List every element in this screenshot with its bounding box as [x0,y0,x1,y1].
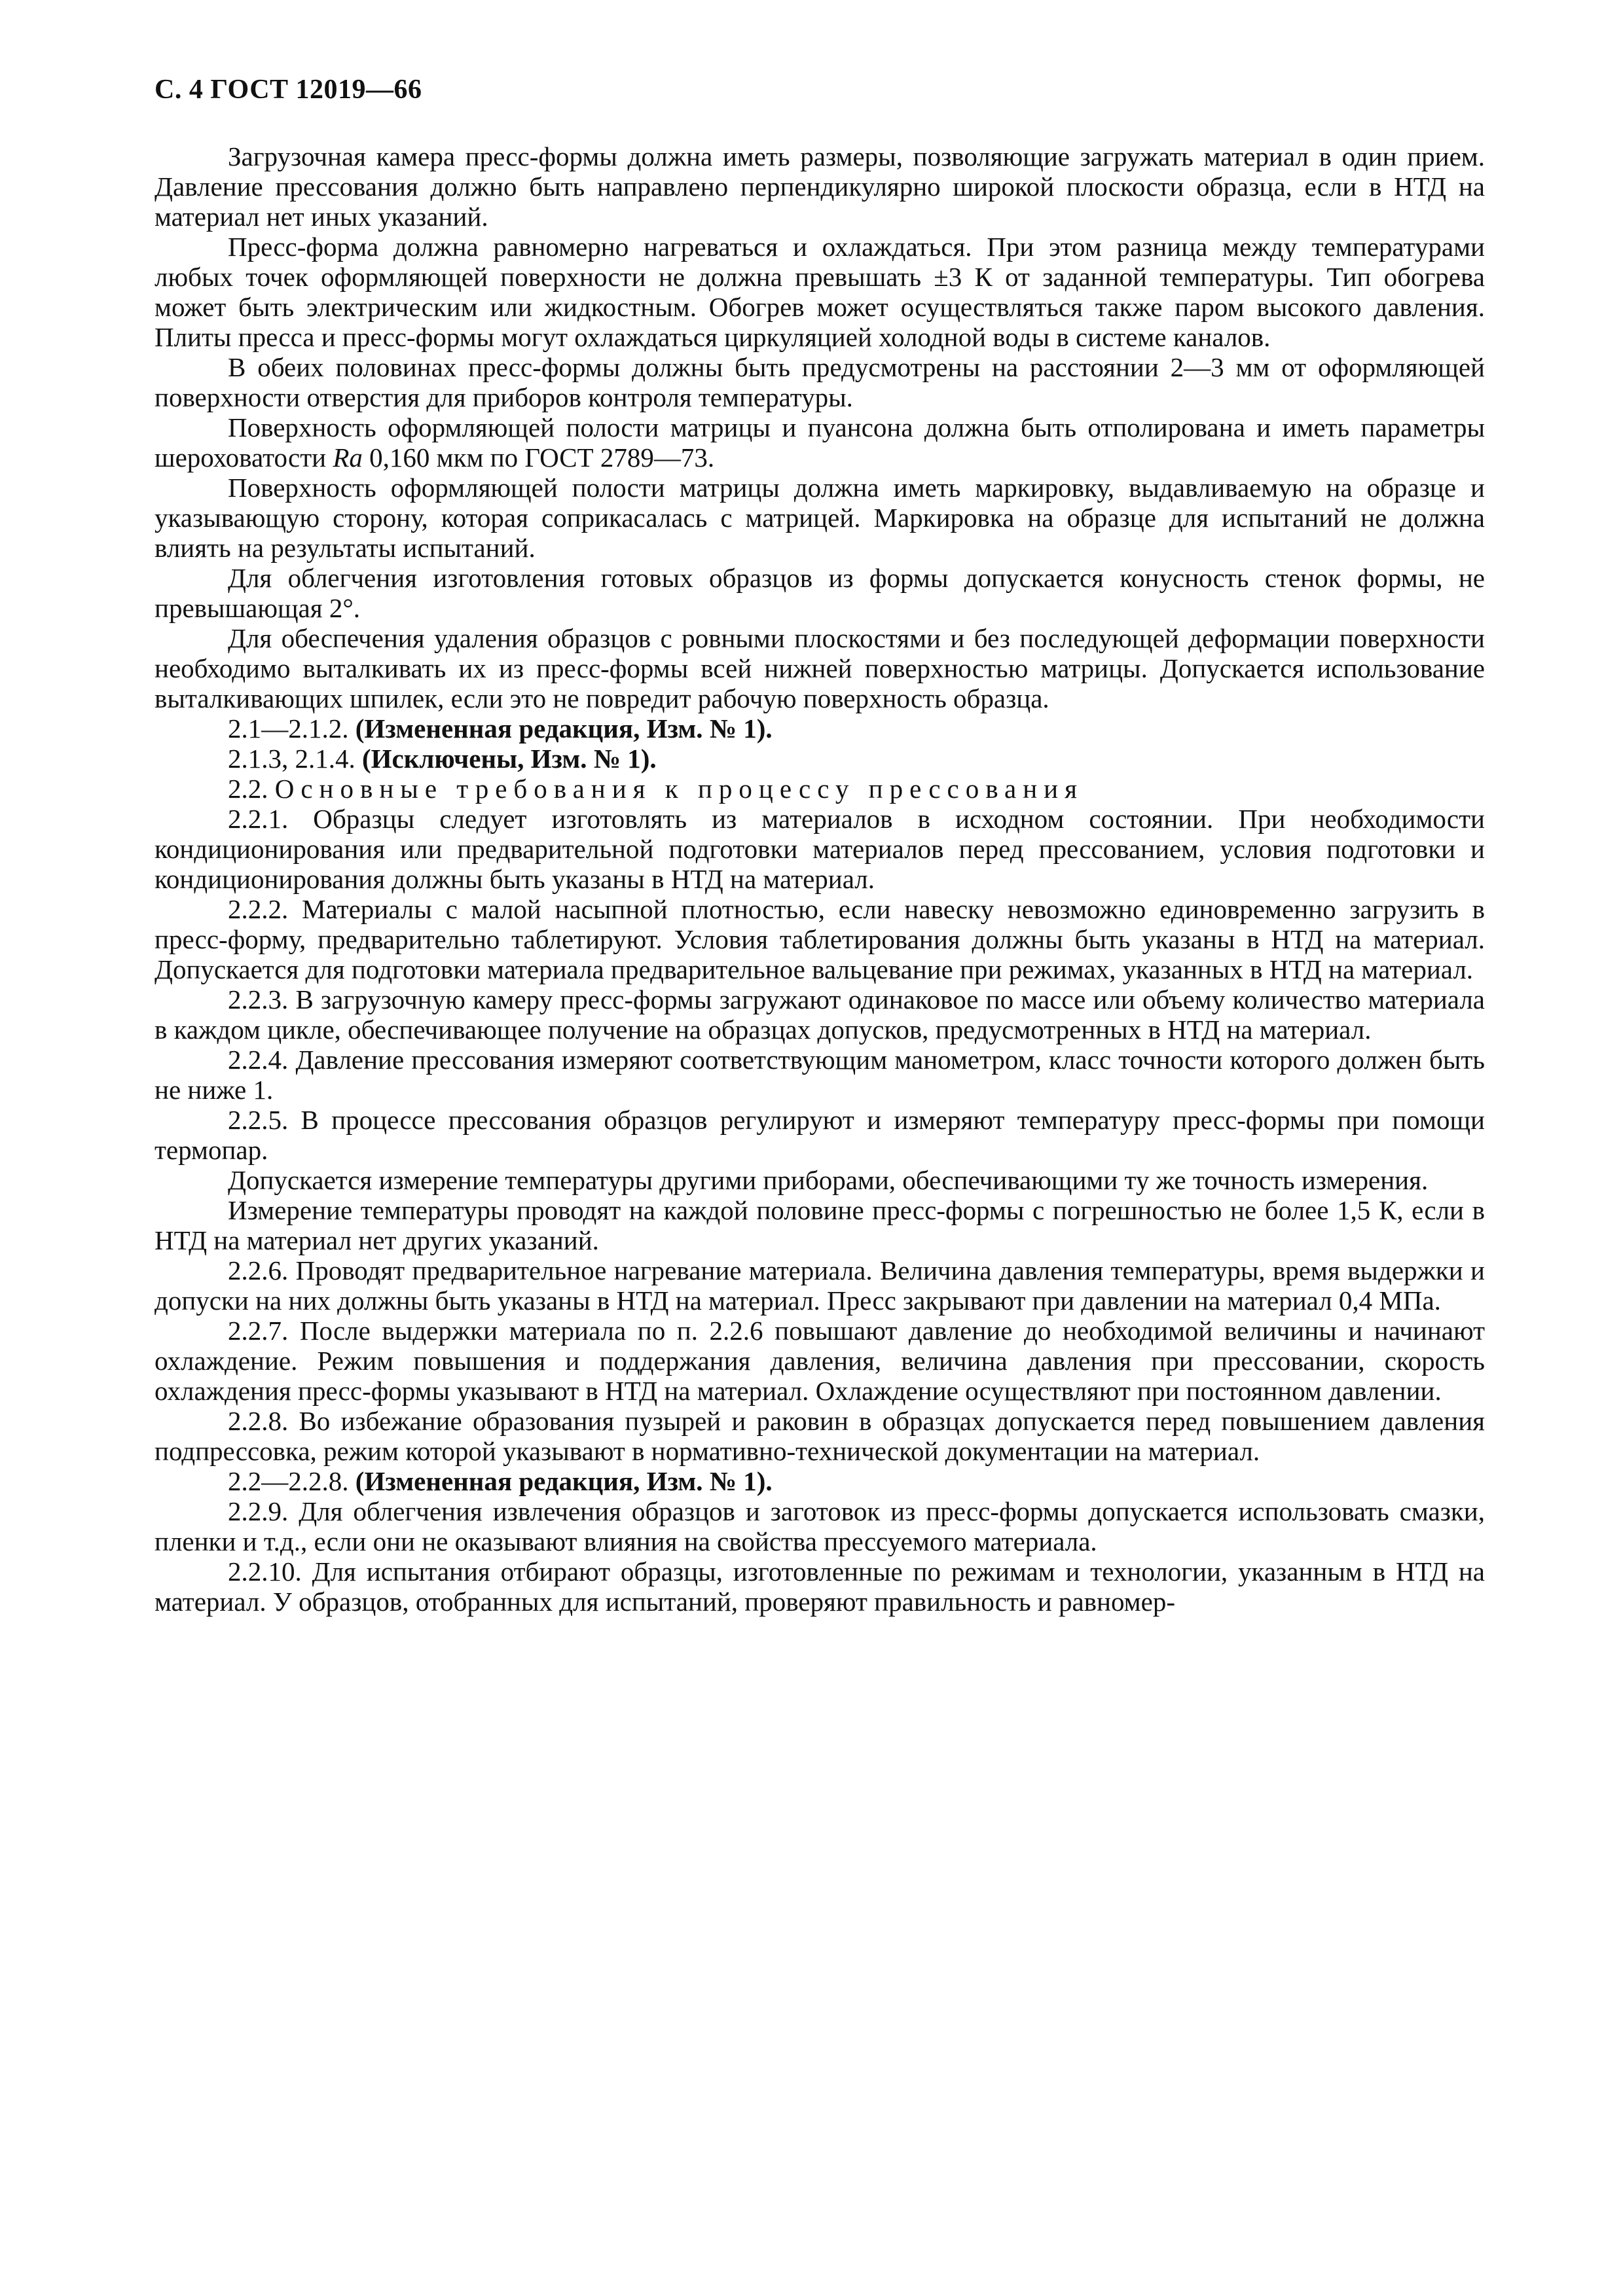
amendment-note: 2.1—2.1.2. (Измененная редакция, Изм. № 1). [228,713,773,744]
paragraph: Измерение температуры проводят на каждой половине пресс-формы с погрешностью не более 1,5 К, если в НТД на материал нет других указаний. [155,1195,1485,1255]
amendment-note: 2.1.3, 2.1.4. (Исключены, Изм. № 1). [228,744,657,774]
paragraph: Для обеспечения удаления образцов с ровными плоскостями и без последующей деформации поверхности необходимо выталкивать их из пресс-формы всей нижней поверхностью матрицы. Допускается использование выталкивающих шпилек, если это не повредит рабочую поверхность образца. [155,623,1485,713]
paragraph: В обеих половинах пресс-формы должны быть предусмотрены на расстоянии 2—3 мм от оформляющей поверхности отверстия для приборов контроля температуры. [155,352,1485,412]
paragraph: 2.2.9. Для облегчения извлечения образцов и заготовок из пресс-формы допускается использовать смазки, пленки и т.д., если они не оказывают влияния на свойства прессуемого материала. [155,1496,1485,1556]
page-header: С. 4 ГОСТ 12019—66 [155,75,422,105]
paragraph: 2.2.2. Материалы с малой насыпной плотностью, если навеску невозможно единовременно загрузить в пресс-форму, предварительно таблетируют. Условия таблетирования должны быть указаны в НТД на материал. Допускается для подготовки материала предварительное вальцевание при режимах, указанных в НТД на материал. [155,894,1485,984]
amendment-note: 2.2—2.2.8. (Измененная редакция, Изм. № 1). [228,1466,773,1496]
paragraph: Допускается измерение температуры другими приборами, обеспечивающими ту же точность измерения. [228,1165,1429,1195]
paragraph: 2.2.1. Образцы следует изготовлять из материалов в исходном состоянии. При необходимости кондиционирования или предварительной подготовки материалов перед прессованием, условия подготовки и кондиционирования должны быть указаны в НТД на материал. [155,804,1485,894]
paragraph: Поверхность оформляющей полости матрицы должна иметь маркировку, выдавливаемую на образце и указывающую сторону, которая соприкасалась с матрицей. Маркировка на образце для испытаний не должна влиять на результаты испытаний. [155,473,1485,563]
paragraph: Пресс-форма должна равномерно нагреваться и охлаждаться. При этом разница между температурами любых точек оформляющей поверхности не должна превышать ±3 К от заданной температуры. Тип обогрева может быть электрическим или жидкостным. Обогрев может осуществляться также паром высокого давления. Плиты пресса и пресс-формы могут охлаждаться циркуляцией холодной воды в системе каналов. [155,232,1485,352]
paragraph: 2.2.6. Проводят предварительное нагревание материала. Величина давления температуры, время выдержки и допуски на них должны быть указаны в НТД на материал. Пресс закрывают при давлении на материал 0,4 МПа. [155,1255,1485,1316]
paragraph: 2.2.10. Для испытания отбирают образцы, изготовленные по режимам и технологии, указанным в НТД на материал. У образцов, отобранных для испытаний, проверяют правильность и равномер- [155,1556,1485,1617]
paragraph: 2.2.5. В процессе прессования образцов регулируют и измеряют температуру пресс-формы при помощи термопар. [155,1105,1485,1165]
paragraph: Поверхность оформляющей полости матрицы и пуансона должна быть отполирована и иметь параметры шероховатости Ra 0,160 мкм по ГОСТ 2789—73. [155,412,1485,473]
roughness-symbol: Ra [333,442,363,473]
paragraph: 2.2.4. Давление прессования измеряют соответствующим манометром, класс точности которого должен быть не ниже 1. [155,1045,1485,1105]
paragraph: Для облегчения изготовления готовых образцов из формы допускается конусность стенок формы, не превышающая 2°. [155,563,1485,623]
paragraph: 2.2.7. После выдержки материала по п. 2.2.6 повышают давление до необходимой величины и начинают охлаждение. Режим повышения и поддержания давления, величина давления при прессовании, скорость охлаждения пресс-формы указывают в НТД на материал. Охлаждение осуществляют при постоянном давлении. [155,1316,1485,1406]
paragraph: Загрузочная камера пресс-формы должна иметь размеры, позволяющие загружать материал в один прием. Давление прессования должно быть направлено перпендикулярно широкой плоскости образца, если в НТД на материал нет иных указаний. [155,141,1485,232]
paragraph: 2.2.8. Во избежание образования пузырей и раковин в образцах допускается перед повышением давления подпрессовка, режим которой указывают в нормативно-технической документации на материал. [155,1406,1485,1466]
section-heading: 2.2. Основные требования к процессу прессования [228,774,1084,804]
document-body [155,141,1485,1617]
paragraph: 2.2.3. В загрузочную камеру пресс-формы загружают одинаковое по массе или объему количество материала в каждом цикле, обеспечивающее получение на образцах допусков, предусмотренных в НТД на материал. [155,984,1485,1045]
